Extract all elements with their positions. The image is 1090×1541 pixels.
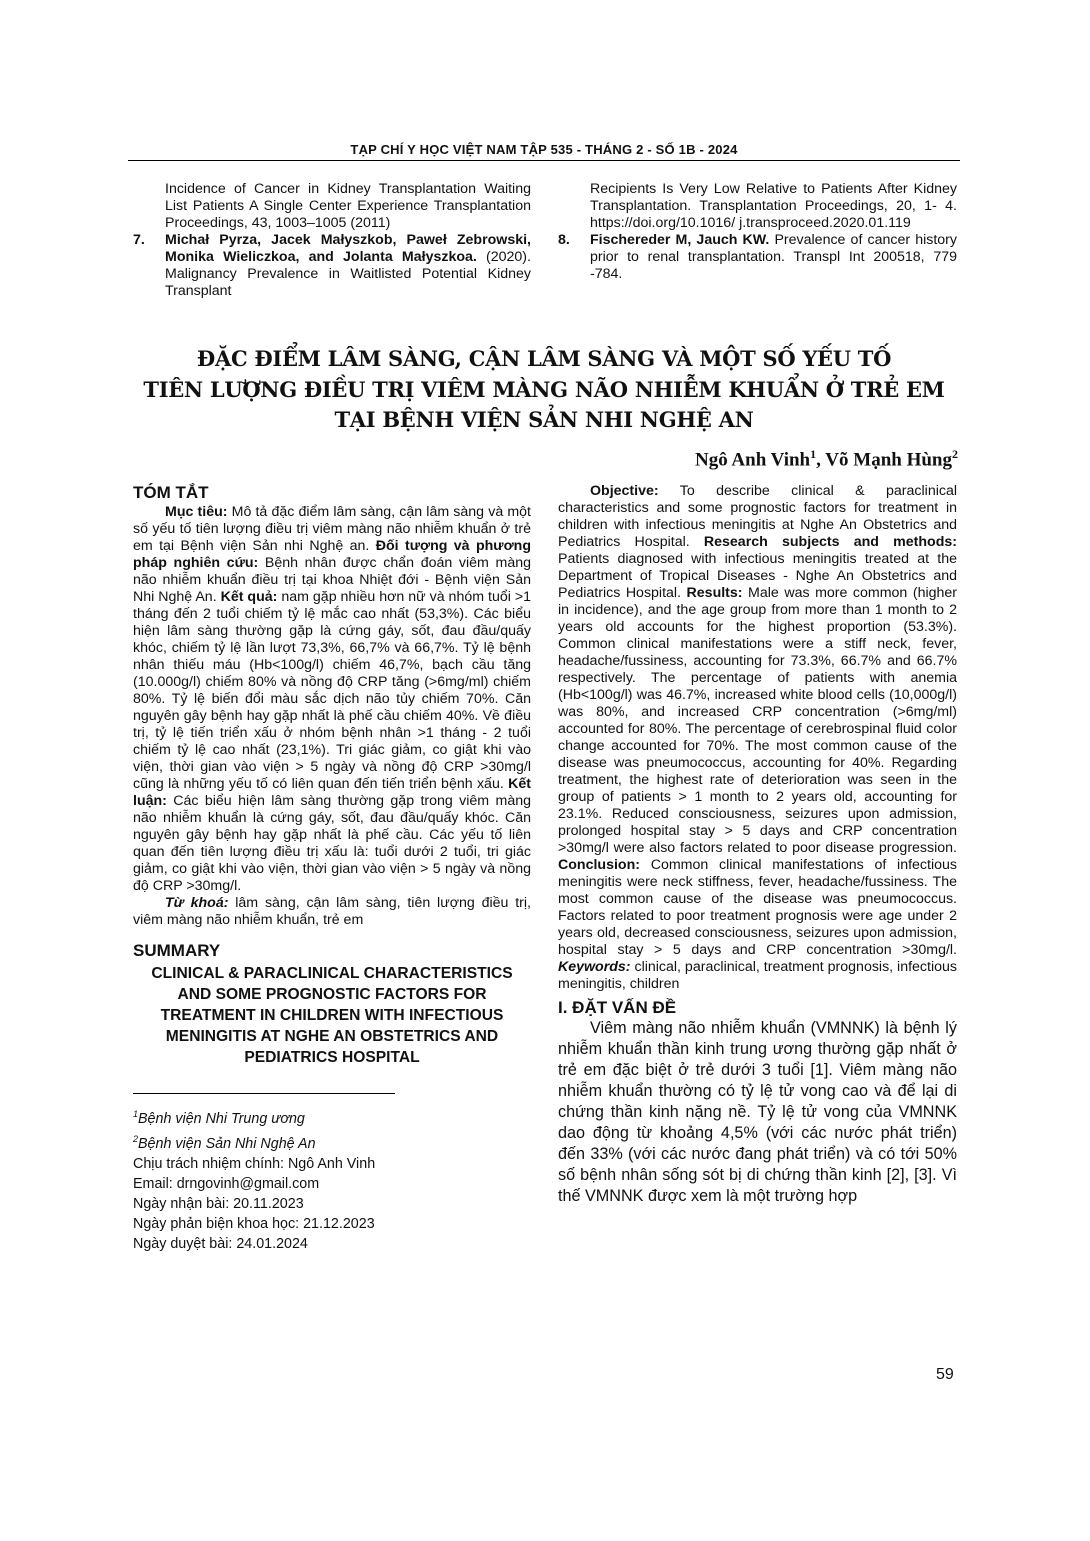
- running-header: TẠP CHÍ Y HỌC VIỆT NAM TẬP 535 - THÁNG 2 - SỐ 1B - 2024: [350, 142, 738, 157]
- summary-paragraph: [558, 483, 957, 993]
- muctieu-text: Mô tả đặc điểm lâm sàng, cận lâm sàng và một số yếu tố tiên lượng điều trị viêm màng não nhiễm khuẩn ở trẻ em tại Bệnh viện Sản nhi Nghệ an.: [133, 504, 532, 554]
- author-1: Ngô Anh Vinh: [695, 449, 811, 471]
- doituong-label: Đối tượng và phương pháp nghiên cứu:: [133, 538, 531, 571]
- doituong-text: Bệnh nhân được chẩn đoán viêm màng não nhiễm khuẩn điều trị tại khoa Nhiệt đới - Bệnh viện Sản Nhi Nghệ An.: [133, 555, 531, 605]
- responsible-author: Chịu trách nhiệm chính: Ngô Anh Vinh: [133, 1155, 376, 1172]
- ketqua-text: nam gặp nhiều hơn nữ và nhóm tuổi >1 tháng đến 2 tuổi chiếm tỷ lệ mắc cao nhất (53,3%). Các biểu hiện lâm sàng thường gặp là cứng gáy, sốt, đau đầu/quấy khóc, chiếm tỷ lệ lần lượt 73,3%, 66,7% và 66,7%. Tỷ lệ bệnh nhân thiếu máu (Hb<100g/l) chiếm 46,7%, bạch cầu tăng (10.000g/l) chiếm 80% và nồng độ CRP tăng (>6mg/ml) chiếm 80%. Tỷ lệ biến đổi màu sắc dịch não tủy chiếm 70%. Căn nguyên gây bệnh hay gặp nhất là phế cầu chiếm 40%. Về điều trị, tỷ lệ tiến triển xấu ở nhóm bệnh nhân >1 tháng - 2 tuổi chiếm tỷ lệ cao nhất (23,1%). Tri giác giảm, co giật khi vào viện, thời gian vào viện > 5 ngày và nồng độ CRP >30mg/l cũng là những yếu tố có liên quan đến tiến triển bệnh xấu.: [133, 589, 532, 792]
- right-column: [558, 483, 957, 1207]
- reference-7-tail: [558, 181, 957, 232]
- footnote-rule: [133, 1093, 395, 1094]
- tomtat-paragraph: [133, 504, 531, 895]
- contact-email: Email: drngovinh@gmail.com: [133, 1175, 320, 1192]
- reference-8-text: Prevalence of cancer history prior to renal transplantation. Transpl Int 200518, 779 -784.: [590, 232, 957, 282]
- summary-heading: SUMMARY: [133, 941, 221, 960]
- tomtat-heading: TÓM TẮT: [133, 483, 209, 502]
- references-right: [558, 181, 957, 283]
- ketluan-text: Các biểu hiện lâm sàng thường gặp trong viêm màng não nhiễm khuẩn là cứng gáy, sốt, đau đầu/quấy khóc. Căn nguyên gây bệnh hay gặp nhất là phế cầu. Các yếu tố liên quan đến tiên lượng điều trị xấu là: tuổi dưới 2 tuổi, tri giác giảm, co giật khi vào viện, thời gian vào viện > 5 ngày và nồng độ CRP >30mg/l.: [133, 793, 531, 894]
- summary-title: CLINICAL & PARACLINICAL CHARACTERISTICS AND SOME PROGNOSTIC FACTORS FOR TREATMENT IN CHILDREN WITH INFECTIOUS MENINGITIS AT NGHE AN OBSTETRICS AND PEDIATRICS HOSPITAL: [151, 965, 513, 1066]
- keywords-text: clinical, paraclinical, treatment prognosis, infectious meningitis, children: [558, 959, 957, 992]
- conclusion-label: Conclusion:: [558, 857, 640, 873]
- author-line: [695, 447, 958, 471]
- article-title: [128, 344, 960, 436]
- introduction-heading: I. ĐẶT VẤN ĐỀ: [558, 998, 677, 1017]
- methods-label: Research subjects and methods:: [703, 534, 957, 550]
- affiliation-1: [133, 1104, 531, 1129]
- methods-text: Patients diagnosed with infectious meningitis treated at the Department of Tropical Diseases - Nghe An Obstetrics and Pediatrics Hospital.: [558, 551, 957, 601]
- objective-text: To describe clinical & paraclinical characteristics and some prognostic factors for treatment in children with infectious meningitis at Nghe An Obstetrics and Pediatrics Hospital.: [558, 483, 957, 550]
- affiliation-2-text: Bệnh viện Sản Nhi Nghệ An: [138, 1135, 316, 1152]
- reference-8-number: 8.: [558, 232, 570, 248]
- tukhoa-paragraph: [133, 895, 531, 929]
- date-accepted: Ngày duyệt bài: 24.01.2024: [133, 1235, 308, 1252]
- muctieu-label: Mục tiêu:: [165, 504, 228, 520]
- reference-8: [558, 232, 957, 283]
- page-number: 59: [936, 1366, 954, 1383]
- affiliation-2-mark: 2: [133, 1133, 139, 1144]
- left-column: [133, 484, 531, 1254]
- results-label: Results:: [686, 585, 743, 601]
- conclusion-text: Common clinical manifestations of infectious meningitis were neck stiffness, fever, headache/fussiness. The most common cause of the disease was pneumococcus. Factors related to poor treatment prognosis were age under 2 years old, decreased consciousness, seizures upon admission, hospital stay > 5 days and CRP concentration >30mg/l.: [558, 857, 957, 958]
- ketluan-label: Kết luận:: [133, 776, 531, 809]
- date-reviewed: Ngày phản biện khoa học: 21.12.2023: [133, 1215, 375, 1232]
- reference-7: [133, 232, 531, 300]
- tukhoa-label: Từ khoá:: [165, 895, 229, 911]
- affiliation-1-mark: 1: [133, 1109, 139, 1119]
- title-line-3: TẠI BỆNH VIỆN SẢN NHI NGHỆ AN: [334, 407, 754, 432]
- reference-7-tail-text: Recipients Is Very Low Relative to Patients After Kidney Transplantation. Transplantation Proceedings, 20, 1- 4. https://doi.org/10.1016/ j.transproceed.2020.01.119: [590, 181, 957, 231]
- introduction-paragraph: Viêm màng não nhiễm khuẩn (VMNNK) là bệnh lý nhiễm khuẩn thần kinh trung ương thường gặp nhất ở trẻ em đặc biệt ở trẻ dưới 3 tuổi [1]. Viêm màng não nhiễm khuẩn thường có tỷ lệ tử vong cao và để lại di chứng thần kinh nặng nề. Tỷ lệ tử vong của VMNNK dao động từ khoảng 4,5% (với các nước phát triển) đến 33% (với các nước đang phát triển) và có tới 50% số bệnh nhân sống sót bị di chứng thần kinh [2], [3]. Vì thế VMNNK được xem là một trường hợp: [558, 1019, 957, 1205]
- author-2-affiliation: 2: [952, 447, 958, 461]
- date-received: Ngày nhận bài: 20.11.2023: [133, 1195, 304, 1212]
- reference-7-number: 7.: [133, 232, 145, 248]
- reference-8-authors: Fischereder M, Jauch KW.: [590, 232, 770, 248]
- keywords-label: Keywords:: [558, 959, 631, 975]
- footnotes: [133, 1104, 531, 1254]
- affiliation-1-text: Bệnh viện Nhi Trung ương: [138, 1110, 305, 1127]
- reference-7-text: (2020). Malignancy Prevalence in Waitlisted Potential Kidney Transplant: [165, 249, 531, 299]
- title-line-2: TIÊN LƯỢNG ĐIỀU TRỊ VIÊM MÀNG NÃO NHIỄM KHUẨN Ở TRẺ EM: [143, 376, 945, 402]
- author-1-affiliation: 1: [810, 447, 817, 461]
- reference-7-authors: Michał Pyrza, Jacek Małyszkob, Paweł Zebrowski, Monika Wieliczkoa, and Jolanta Małyszkoa.: [165, 232, 531, 265]
- affiliation-2: [133, 1129, 531, 1154]
- title-line-1: ĐẶC ĐIỂM LÂM SÀNG, CẬN LÂM SÀNG VÀ MỘT SỐ YẾU TỐ: [196, 346, 892, 371]
- tukhoa-text: lâm sàng, cận lâm sàng, tiên lượng điều trị, viêm màng não nhiễm khuẩn, trẻ em: [133, 895, 531, 928]
- reference-6-text: Incidence of Cancer in Kidney Transplantation Waiting List Patients A Single Center Experience Transplantation Proceedings, 43, 1003–1005 (2011): [165, 181, 531, 231]
- reference-6-tail: [133, 181, 531, 232]
- author-separator: ,: [816, 449, 826, 471]
- header-rule: [128, 160, 960, 161]
- author-2: Võ Mạnh Hùng: [825, 449, 952, 471]
- objective-label: Objective:: [590, 483, 659, 499]
- references-left: [133, 181, 531, 300]
- ketqua-label: Kết quả:: [220, 589, 278, 605]
- results-text: Male was more common (higher in incidence), and the age group from more than 1 month to 2 years old accounts for the highest proportion (53.3%). Common clinical manifestations were a stiff neck, fever, headache/fussiness, accounting for 73.3%, 66.7% and 66.7% respectively. The percentage of patients with anemia (Hb<100g/l) was 46.7%, increased white blood cells (10,000g/l) was 80%, and increased CRP concentration (>6mg/ml) accounted for 80%. The percentage of cerebrospinal fluid color change accounted for 70%. The most common cause of the disease was pneumococcus, accounting for 40%. Regarding treatment, the highest rate of deterioration was seen in the group of patients > 1 month to 2 years old, accounting for 23.1%. Reduced consciousness, seizures upon admission, prolonged hospital stay > 5 days and CRP concentration >30mg/l were also factors related to poor disease progression.: [558, 585, 958, 856]
